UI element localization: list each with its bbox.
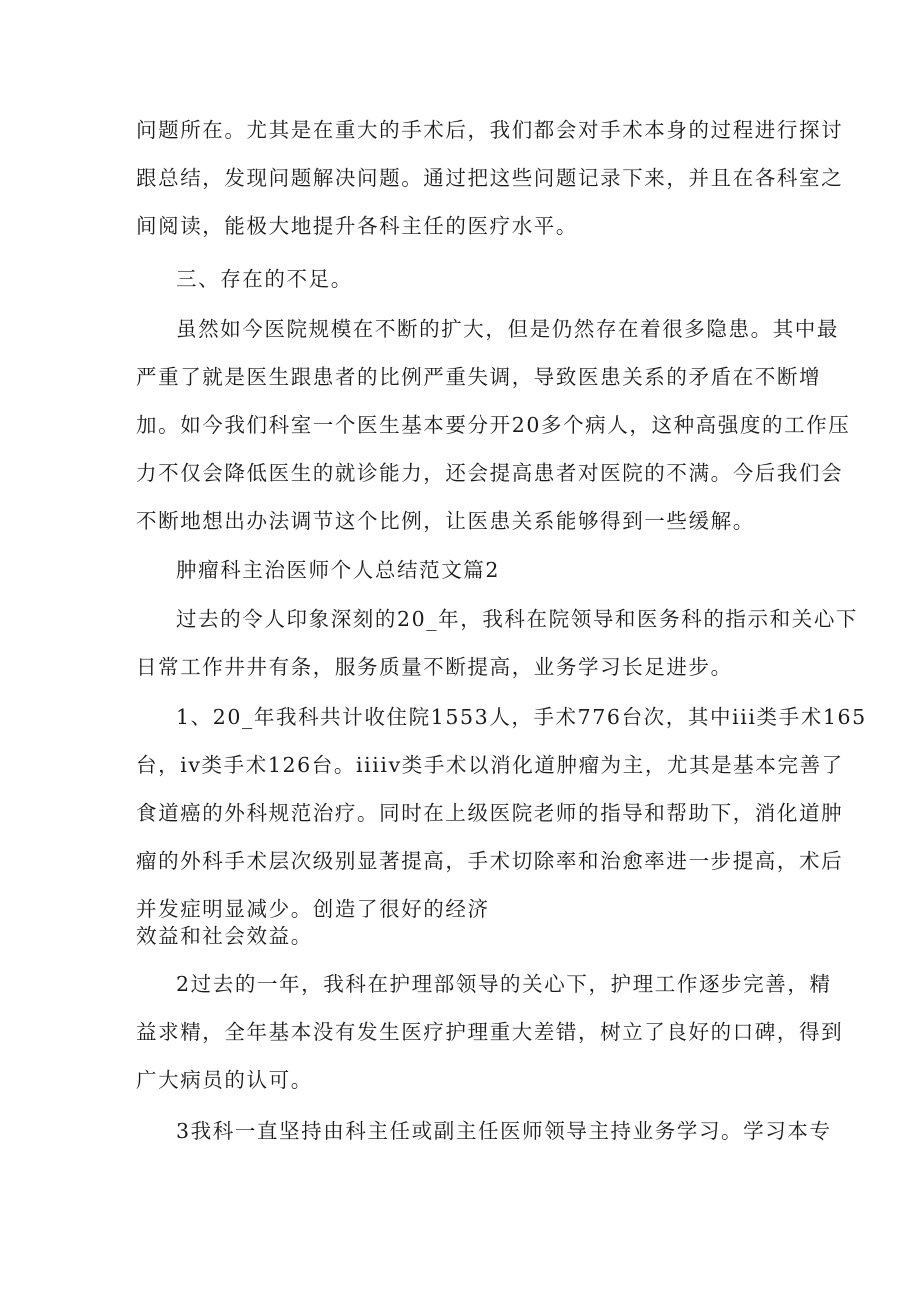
text-line: 1、20_年我科共计收住院1553人，手术776台次，其中iii类手术165 bbox=[176, 705, 867, 729]
article-title: 肿瘤科主治医师个人总结范文篇2 bbox=[176, 558, 501, 582]
text-line: 间阅读，能极大地提升各科主任的医疗水平。 bbox=[136, 214, 578, 238]
text-line: 益求精，全年基本没有发生医疗护理重大差错，树立了良好的口碑，得到 bbox=[136, 1020, 844, 1044]
text-line: 广大病员的认可。 bbox=[136, 1068, 313, 1092]
text-line: 严重了就是医生跟患者的比例严重失调，导致医患关系的矛盾在不断增 bbox=[136, 365, 822, 389]
text-line: 跟总结，发现问题解决问题。通过把这些问题记录下来，并且在各科室之 bbox=[136, 166, 844, 190]
text-line: 日常工作井井有条，服务质量不断提高，业务学习长足进步。 bbox=[136, 655, 733, 679]
text-line: 2过去的一年，我科在护理部领导的关心下，护理工作逐步完善，精 bbox=[176, 972, 832, 996]
text-line: 食道癌的外科规范治疗。同时在上级医院老师的指导和帮助下，消化道肿 bbox=[136, 801, 844, 825]
text-line: 力不仅会降低医生的就诊能力，还会提高患者对医院的不满。今后我们会 bbox=[136, 461, 844, 485]
text-line: 台，iv类手术126台。iiiiv类手术以消化道肿瘤为主，尤其是基本完善了 bbox=[136, 753, 844, 777]
text-line: 虽然如今医院规模在不断的扩大，但是仍然存在着很多隐患。其中最 bbox=[176, 317, 839, 341]
text-line: 瘤的外科手术层次级别显著提高，手术切除率和治愈率进一步提高，术后 bbox=[136, 849, 844, 873]
text-line: 过去的令人印象深刻的20_年，我科在院领导和医务科的指示和关心下 bbox=[176, 607, 859, 631]
text-line: 3我科一直坚持由科主任或副主任医师领导主持业务学习。学习本专 bbox=[176, 1119, 832, 1143]
text-line: 问题所在。尤其是在重大的手术后，我们都会对手术本身的过程进行探讨 bbox=[136, 118, 844, 142]
section-heading: 三、存在的不足。 bbox=[176, 267, 353, 291]
text-line: 并发症明显减少。创造了很好的经济 bbox=[136, 897, 490, 921]
text-line: 不断地想出办法调节这个比例，让医患关系能够得到一些缓解。 bbox=[136, 509, 755, 533]
text-line: 加。如今我们科室一个医生基本要分开20多个病人，这种高强度的工作压 bbox=[136, 413, 851, 437]
text-line: 效益和社会效益。 bbox=[136, 924, 313, 948]
